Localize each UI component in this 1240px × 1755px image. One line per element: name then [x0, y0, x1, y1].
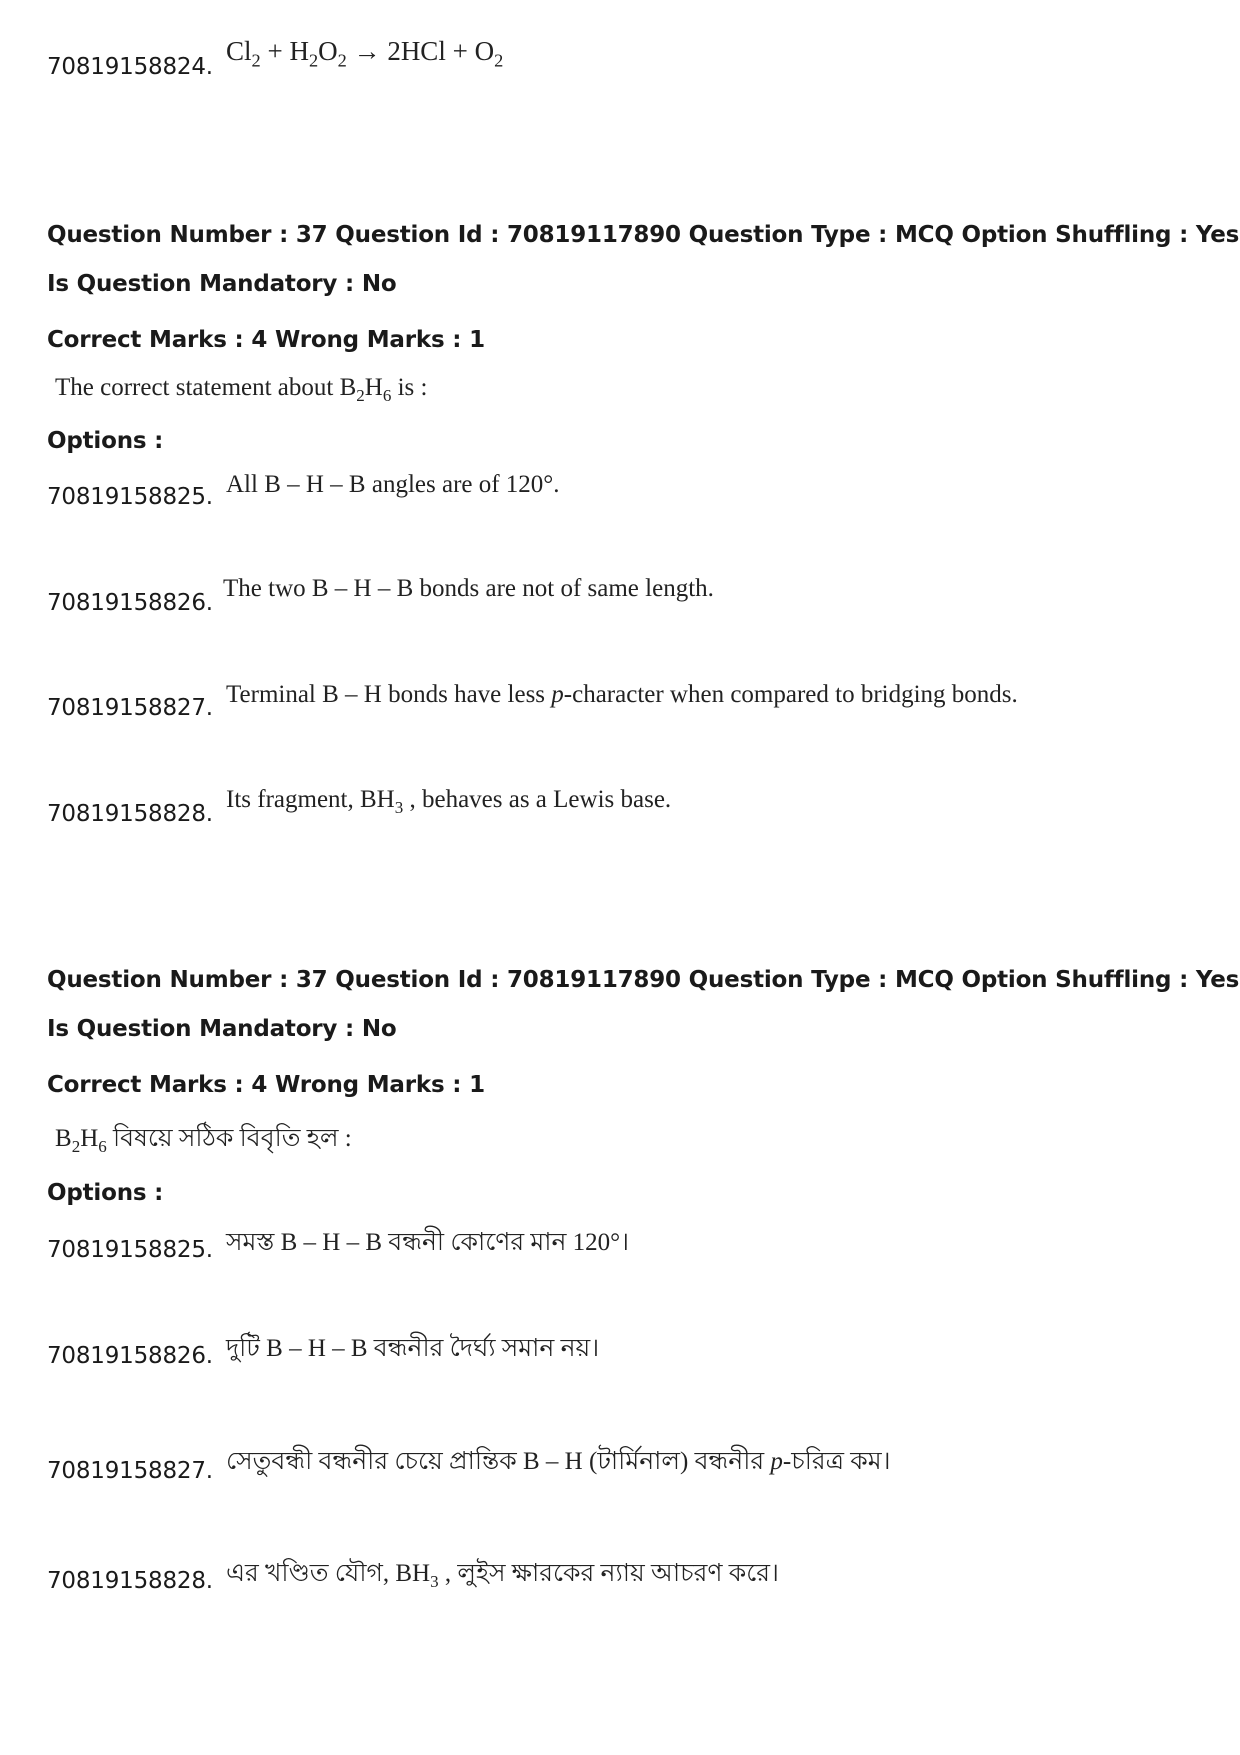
question-meta: Question Number : 37 Question Id : 70819117890 Question Type : MCQ Option Shuffling : Yes: [47, 222, 1240, 248]
option-id: 70819158828.: [47, 801, 213, 827]
option-text: All B – H – B angles are of 120°.: [226, 471, 560, 498]
option-text: Terminal B – H bonds have less p-character when compared to bridging bonds.: [226, 681, 1018, 708]
option-text: দুটি B – H – B বন্ধনীর দৈর্ঘ্য সমান নয়।: [226, 1335, 600, 1362]
option-id: 70819158825.: [47, 1237, 213, 1263]
option-id: 70819158827.: [47, 695, 213, 721]
question-stem: The correct statement about $B_2H_6$ is :: [55, 374, 428, 405]
option-text: সমস্ত B – H – B বন্ধনী কোণের মান 120°।: [226, 1229, 630, 1256]
equation: $Cl_2 + H_2O_2 \to 2HCl + O_2$: [226, 36, 504, 71]
option-text: এর খণ্ডিত যৌগ, $BH_3$ , লুইস ক্ষারকের ন্যায় আচরণ করে।: [226, 1560, 779, 1591]
options-label: Options :: [47, 428, 164, 454]
question-marks: Correct Marks : 4 Wrong Marks : 1: [47, 327, 485, 353]
option-id: 70819158828.: [47, 1568, 213, 1594]
option-id: 70819158826.: [47, 1343, 213, 1369]
question-mandatory: Is Question Mandatory : No: [47, 1016, 397, 1042]
options-label: Options :: [47, 1180, 164, 1206]
option-id: 70819158827.: [47, 1458, 213, 1484]
question-meta: Question Number : 37 Question Id : 70819117890 Question Type : MCQ Option Shuffling : Yes: [47, 967, 1240, 993]
question-stem: $B_2H_6$ বিষয়ে সঠিক বিবৃতি হল :: [55, 1125, 352, 1156]
question-mandatory: Is Question Mandatory : No: [47, 271, 397, 297]
option-text: সেতুবন্ধী বন্ধনীর চেয়ে প্রান্তিক B – H (টার্মিনাল) বন্ধনীর p-চরিত্র কম।: [226, 1448, 891, 1475]
option-id: 70819158825.: [47, 484, 213, 510]
option-text: The two B – H – B bonds are not of same length.: [223, 575, 714, 602]
option-id: 70819158824.: [47, 54, 213, 80]
option-id: 70819158826.: [47, 590, 213, 616]
option-text: Its fragment, $BH_3$ , behaves as a Lewis base.: [226, 786, 672, 817]
question-marks: Correct Marks : 4 Wrong Marks : 1: [47, 1072, 485, 1098]
